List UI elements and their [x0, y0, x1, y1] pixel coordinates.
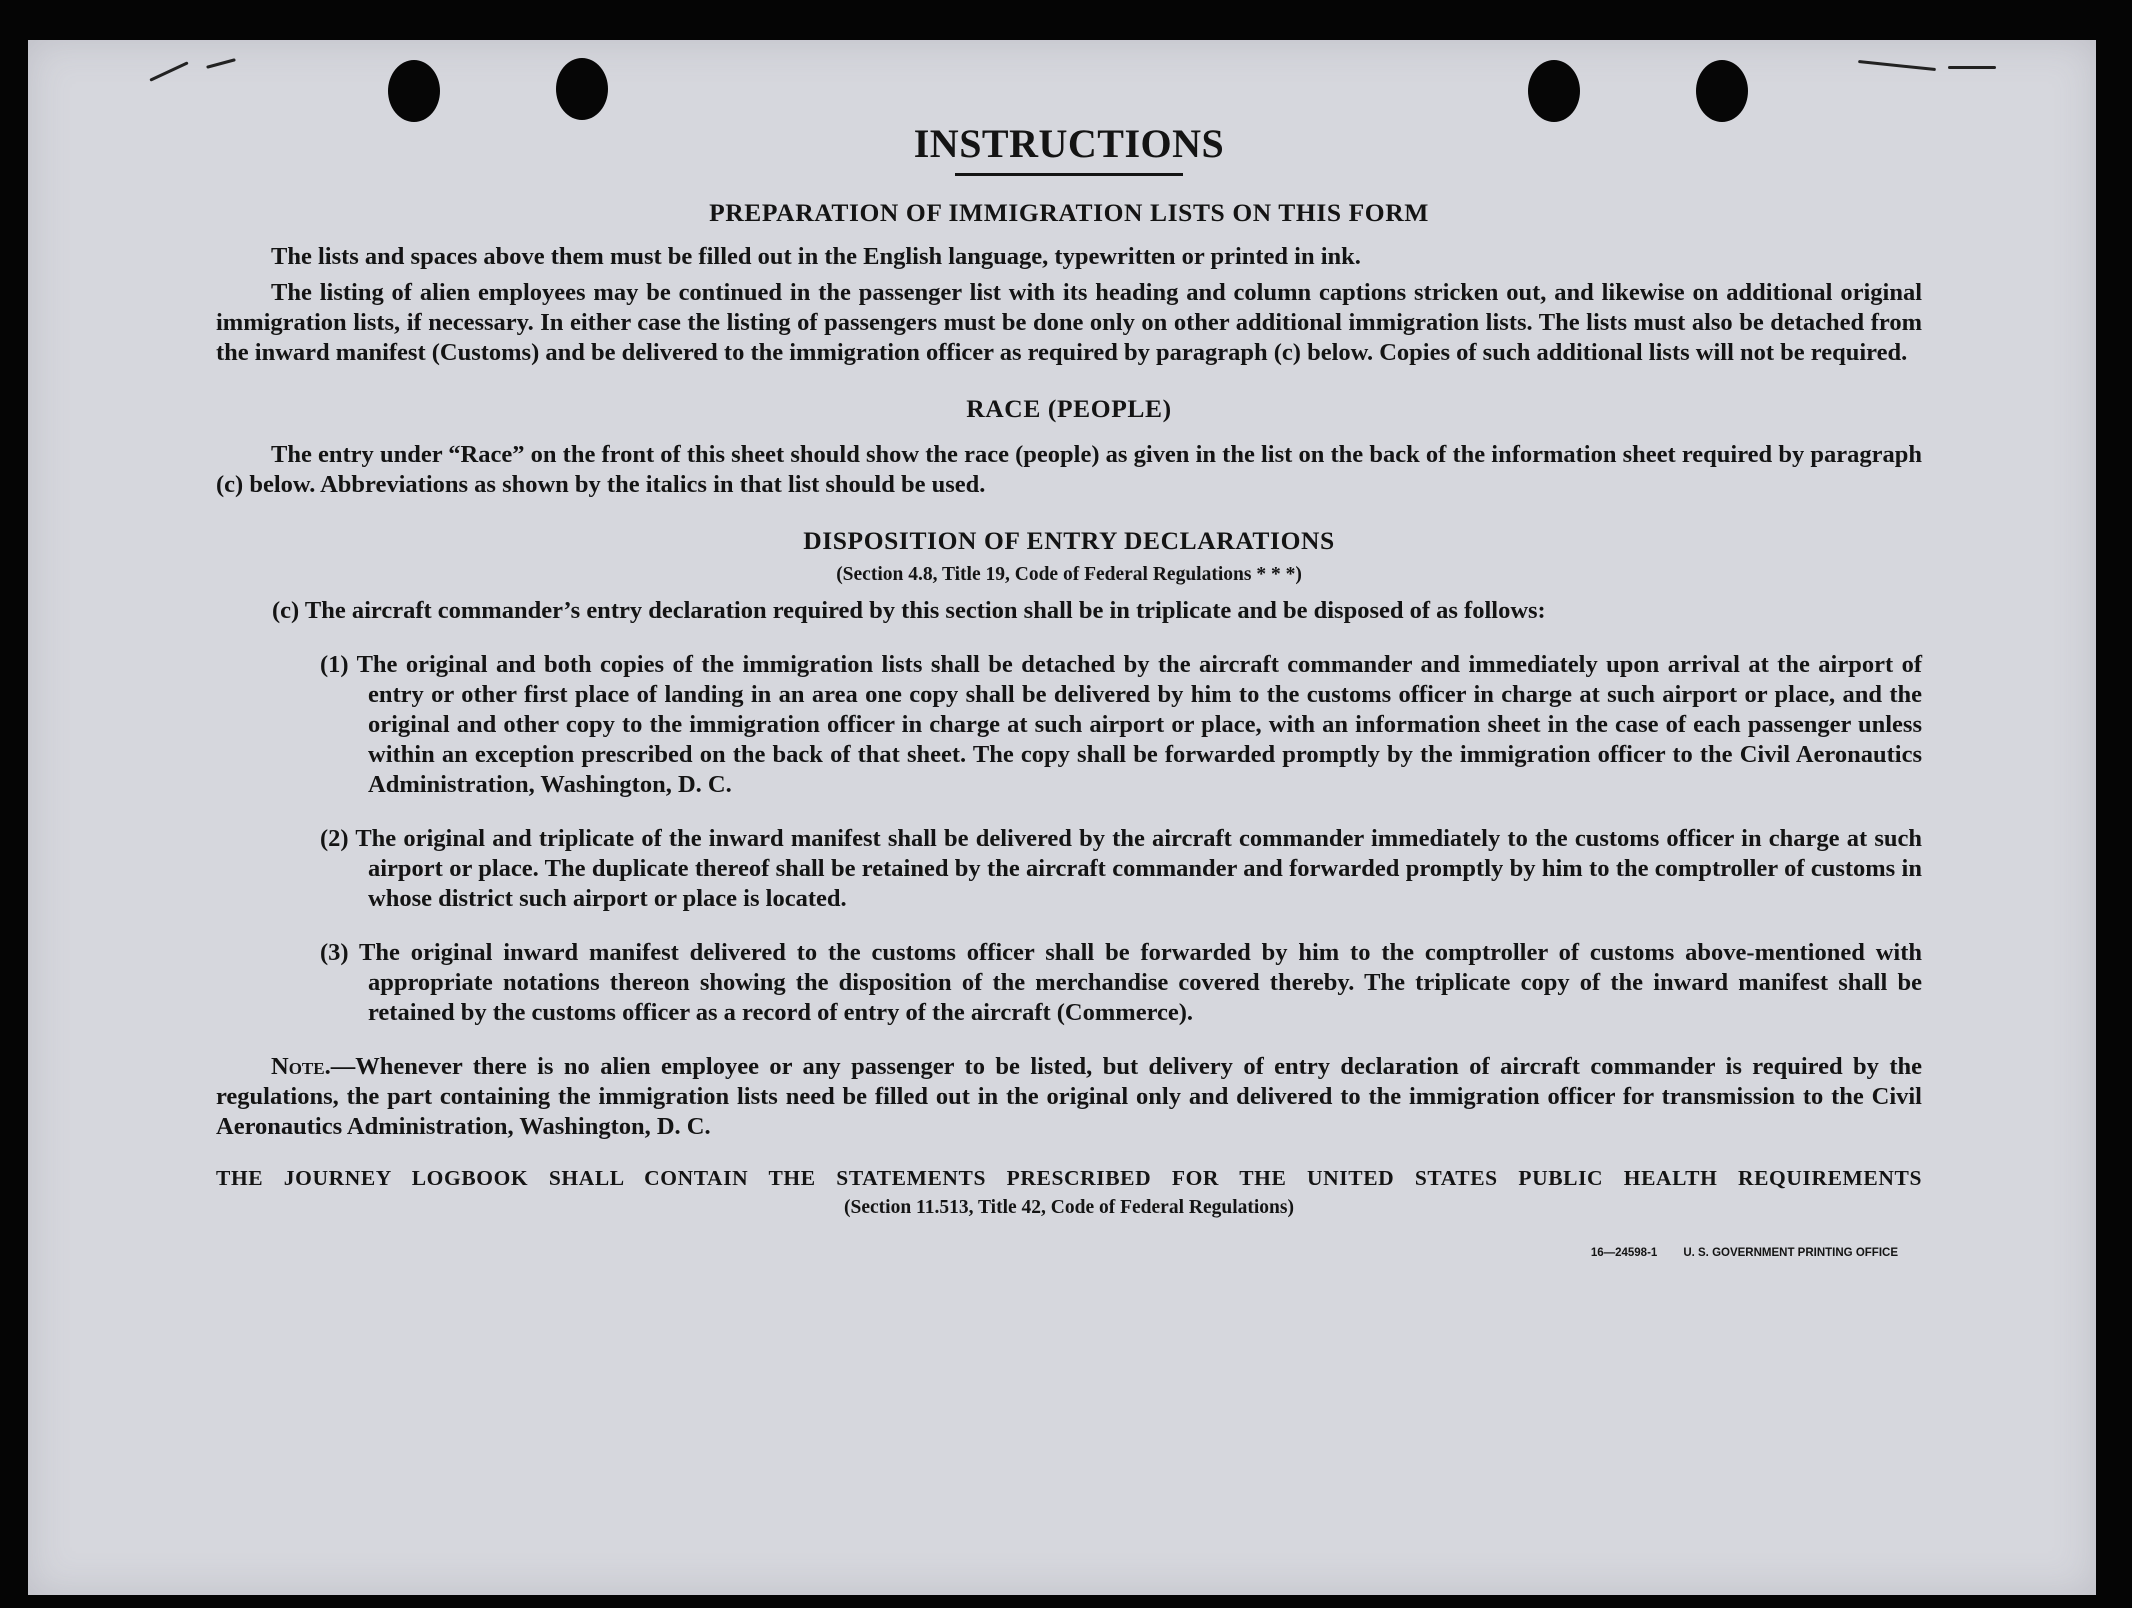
document-page: [28, 40, 2096, 1595]
disposition-item-2: (2) The original and triplicate of the inward manifest shall be delivered by the aircraft commander immediately to the customs officer in charge at such airport or place. The duplicate thereof shall be retained by the aircraft commander and forwarded promptly by him to the comptroller of customs in whose district such airport or place is located.: [320, 825, 1922, 912]
disposition-item-1: (1) The original and both copies of the immigration lists shall be detached by the aircraft commander and immediately upon arrival at the airport of entry or other first place of landing in an area one copy shall be delivered by him to the customs officer in charge at such airport or place, and the original and other copy to the immigration officer in charge at such airport or place, with an information sheet in the case of each passenger unless within an exception prescribed on the back of that sheet. The copy shall be forwarded promptly by the immigration officer to the Civil Aeronautics Administration, Washington, D. C.: [320, 651, 1922, 798]
form-number: 16—24598-1: [1590, 1247, 1658, 1259]
preparation-paragraph-1: The lists and spaces above them must be filled out in the English language, typewritten or printed in ink.: [271, 243, 1361, 270]
punch-hole: [388, 60, 440, 122]
health-citation: (Section 11.513, Title 42, Code of Federal Regulations): [844, 1197, 1294, 1218]
printer-name: U. S. GOVERNMENT PRINTING OFFICE: [1683, 1247, 1898, 1259]
note-text: —Whenever there is no alien employee or any passenger to be listed, but delivery of entry declaration of aircraft commander is required by the regulations, the part containing the immigration lists need be filled out in the original only and delivered to the immigration officer for transmission to the Civil Aeronautics Administration, Washington, D. C.: [216, 1053, 1922, 1140]
disposition-item-3: (3) The original inward manifest delivered to the customs officer shall be forwarded by him to the comptroller of customs above-mentioned with appropriate notations thereon showing the disposition of the merchandise covered thereby. The triplicate copy of the inward manifest shall be retained by the customs officer as a record of entry of the aircraft (Commerce).: [320, 939, 1922, 1026]
race-paragraph: The entry under “Race” on the front of this sheet should show the race (people) as given in the list on the back of the information sheet required by paragraph (c) below. Abbreviations as shown by the italics in that list should be used.: [216, 441, 1922, 498]
instructions-body: [216, 120, 1922, 1287]
pen-mark: [1948, 66, 1996, 69]
section-heading-preparation: PREPARATION OF IMMIGRATION LISTS ON THIS FORM: [709, 198, 1429, 227]
punch-hole: [1528, 60, 1580, 122]
disposition-citation: (Section 4.8, Title 19, Code of Federal Regulations * * *): [836, 564, 1302, 585]
section-heading-disposition: DISPOSITION OF ENTRY DECLARATIONS: [803, 526, 1335, 555]
punch-hole: [556, 58, 608, 120]
pen-mark: [206, 58, 236, 69]
punch-hole: [1696, 60, 1748, 122]
printer-imprint: [216, 1247, 1922, 1287]
disposition-intro: (c) The aircraft commander’s entry declaration required by this section shall be in triplicate and be disposed of as follows:: [272, 597, 1546, 624]
health-requirements-line: THE JOURNEY LOGBOOK SHALL CONTAIN THE STATEMENTS PRESCRIBED FOR THE UNITED STATES PUBLIC HEALTH REQUIREMENTS: [216, 1166, 1922, 1190]
page-title: INSTRUCTIONS: [913, 121, 1225, 166]
note-paragraph: [216, 1052, 1922, 1142]
note-label: Note.: [271, 1053, 331, 1080]
title-underline: [955, 173, 1183, 176]
pen-mark: [149, 61, 188, 81]
preparation-paragraph-2: The listing of alien employees may be continued in the passenger list with its heading and column captions stricken out, and likewise on additional original immigration lists, if necessary. In either case the listing of passengers must be done only on other additional immigration lists. The lists must also be detached from the inward manifest (Customs) and be delivered to the immigration officer as required by paragraph (c) below. Copies of such additional lists will not be required.: [216, 279, 1922, 366]
section-heading-race: RACE (PEOPLE): [966, 394, 1172, 423]
pen-mark: [1858, 60, 1936, 71]
